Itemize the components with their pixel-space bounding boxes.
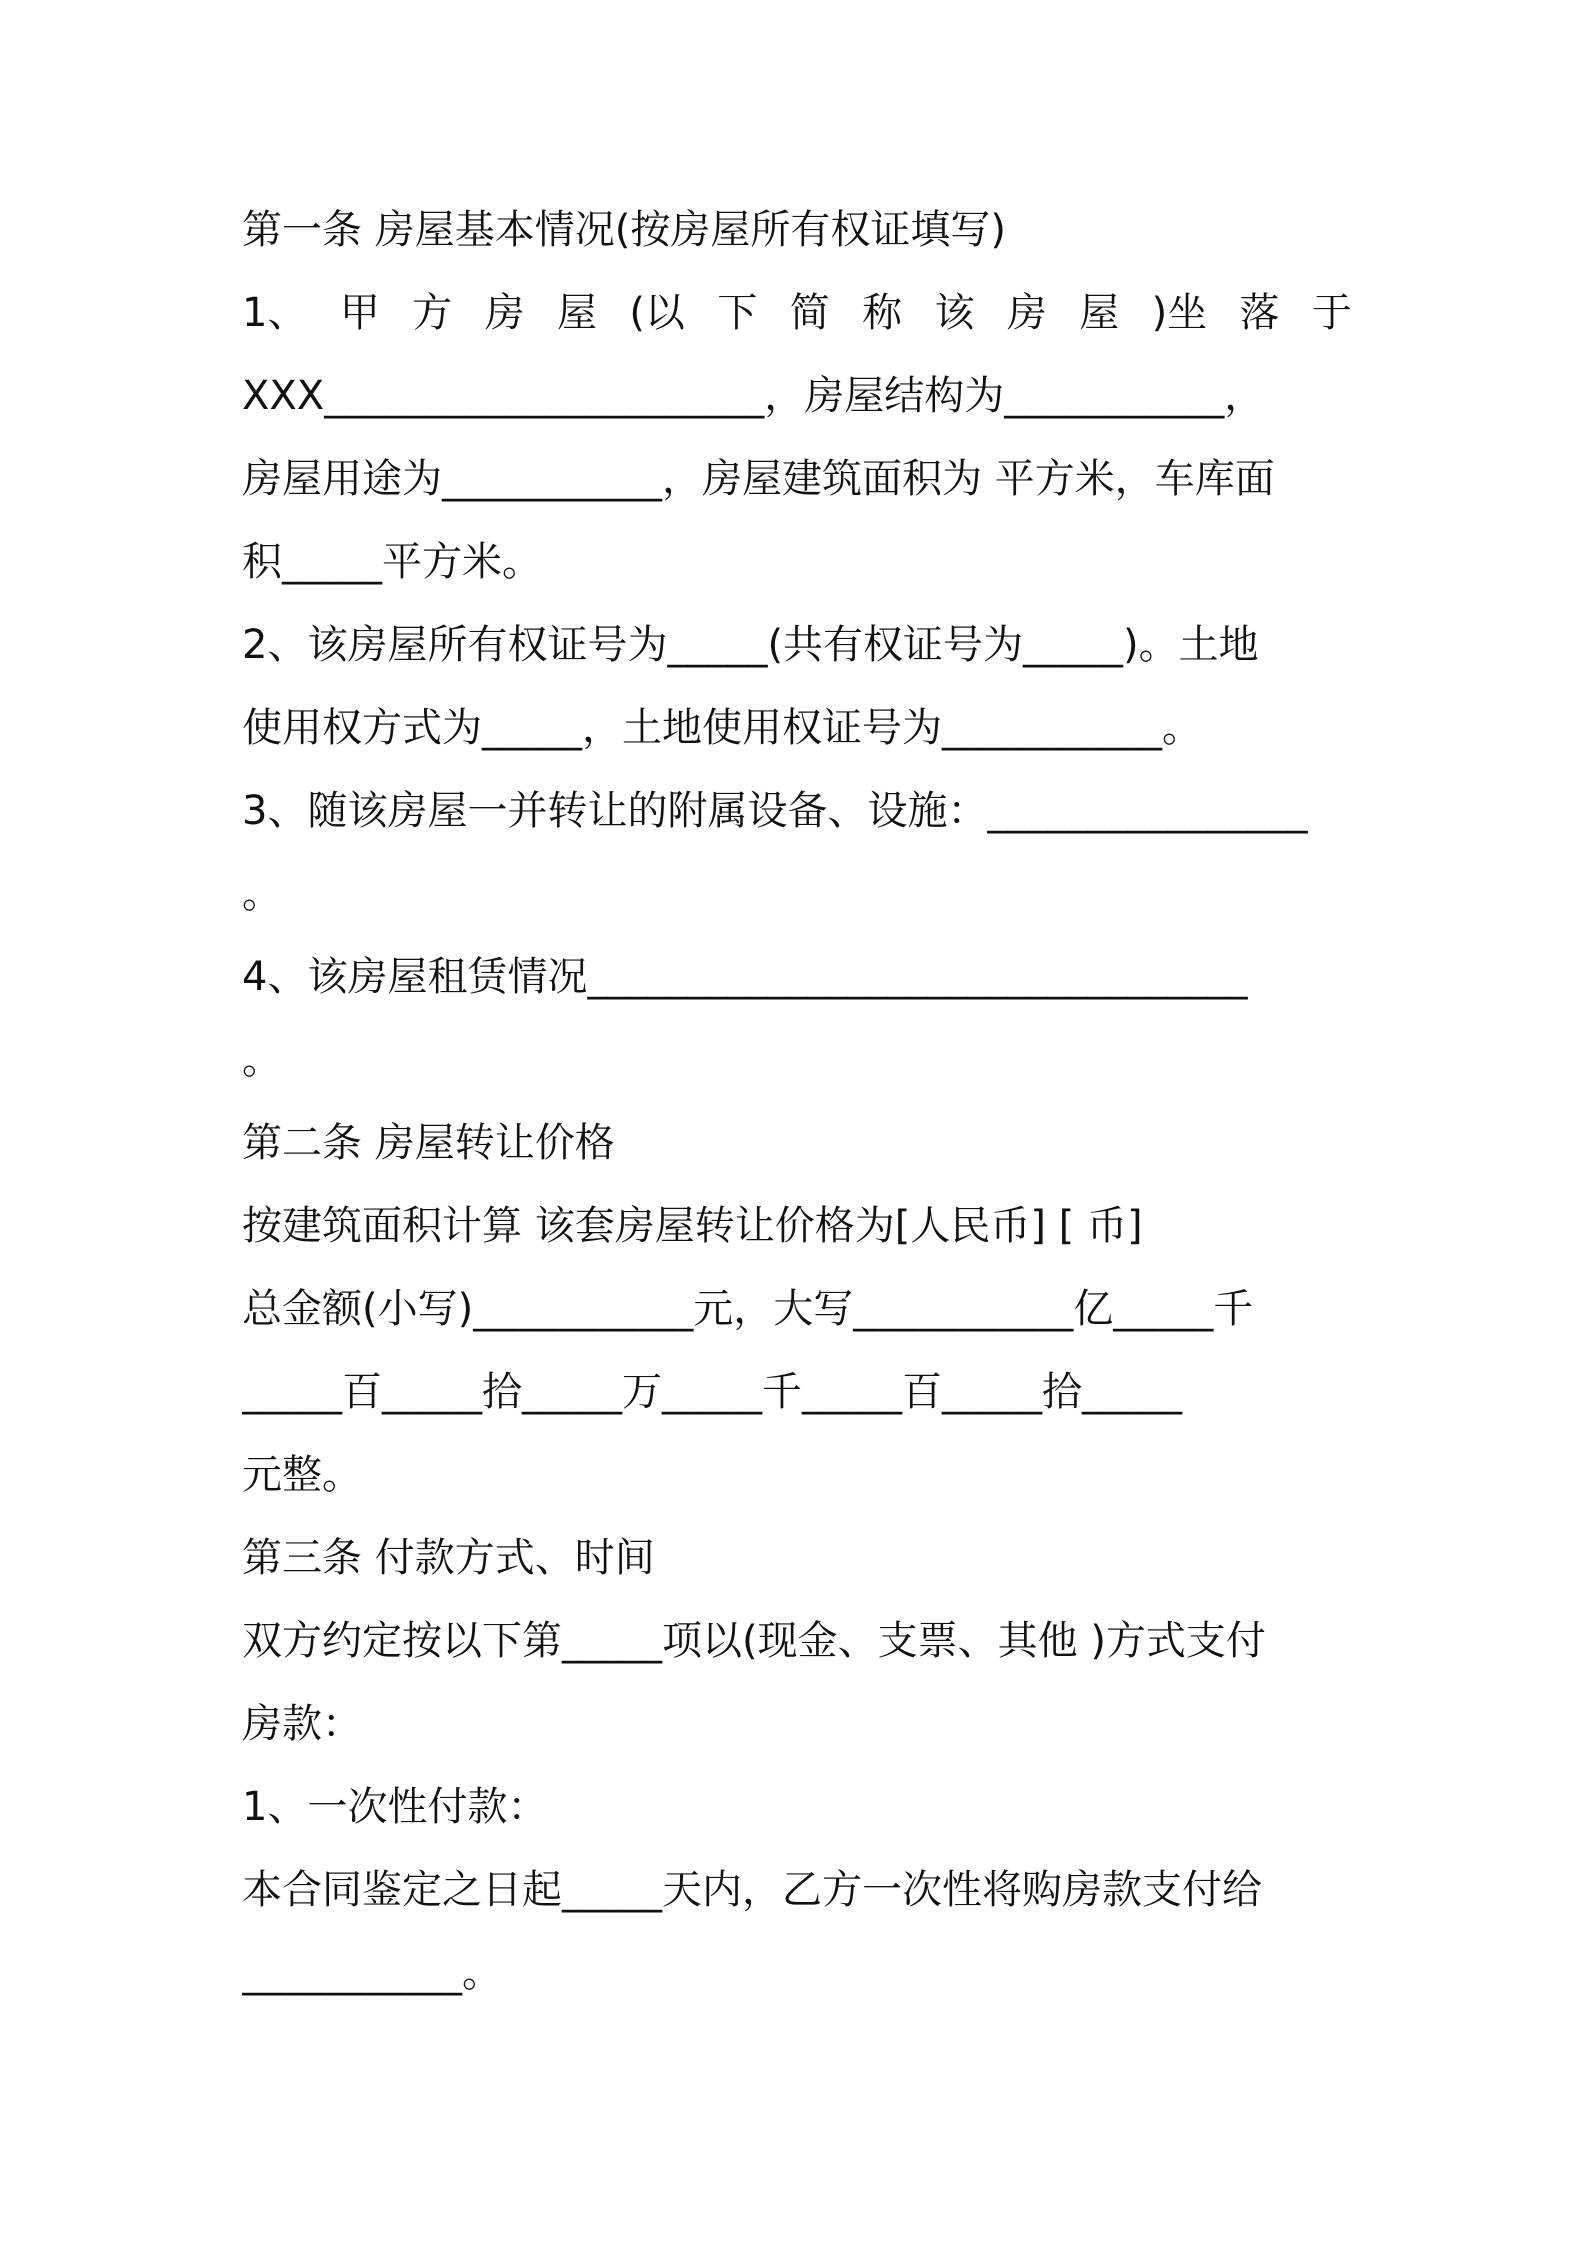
item-1-spaced-line bbox=[242, 283, 1352, 343]
text-line: 1、一次性付款： bbox=[242, 1784, 548, 1830]
text-line: 房屋用途为___________，房屋建筑面积为 平方米，车库面 bbox=[242, 456, 1275, 502]
spaced-char: 房 bbox=[1006, 290, 1047, 336]
text-line: 总金额(小写)___________元，大写___________亿_____千 bbox=[242, 1286, 1254, 1332]
spaced-char: )坐 bbox=[1151, 290, 1208, 336]
article-3-heading: 第三条 付款方式、时间 bbox=[242, 1535, 655, 1581]
article-1-heading: 第一条 房屋基本情况(按房屋所有权证填写) bbox=[242, 207, 1006, 253]
text-line: 元整。 bbox=[242, 1452, 362, 1498]
spaced-char: 下 bbox=[717, 290, 758, 336]
text-line: 积_____平方米。 bbox=[242, 539, 542, 585]
spaced-char: 1、 bbox=[242, 290, 308, 336]
text-line: 使用权方式为_____，土地使用权证号为___________。 bbox=[242, 705, 1202, 751]
spaced-char: 该 bbox=[934, 290, 975, 336]
text-line: 。 bbox=[242, 871, 282, 917]
article-2-heading: 第二条 房屋转让价格 bbox=[242, 1120, 615, 1166]
text-line: ___________。 bbox=[242, 1950, 502, 1996]
text-line: 2、该房屋所有权证号为_____(共有权证号为_____)。土地 bbox=[242, 622, 1259, 668]
text-line: 4、该房屋租赁情况_________________________________ bbox=[242, 954, 1248, 1000]
text-line: XXX______________________，房屋结构为___________， bbox=[242, 373, 1265, 419]
spaced-char: 落 bbox=[1239, 290, 1280, 336]
text-line: 本合同鉴定之日起_____天内，乙方一次性将购房款支付给 bbox=[242, 1867, 1262, 1913]
text-line: 。 bbox=[242, 1037, 282, 1083]
text-line: _____百_____拾_____万_____千_____百_____拾_____ bbox=[242, 1369, 1182, 1415]
spaced-char: 方 bbox=[412, 290, 453, 336]
text-line: 房款： bbox=[242, 1701, 362, 1747]
spaced-char: 甲 bbox=[339, 290, 380, 336]
spaced-char: 称 bbox=[862, 290, 903, 336]
spaced-char: 于 bbox=[1311, 290, 1352, 336]
text-line: 按建筑面积计算 该套房屋转让价格为[人民币] [ 币] bbox=[242, 1203, 1143, 1249]
text-line: 双方约定按以下第_____项以(现金、支票、其他 )方式支付 bbox=[242, 1618, 1266, 1664]
text-line: 3、随该房屋一并转让的附属设备、设施：________________ bbox=[242, 788, 1308, 834]
spaced-char: (以 bbox=[629, 290, 685, 336]
spaced-char: 屋 bbox=[1079, 290, 1120, 336]
spaced-char: 屋 bbox=[556, 290, 597, 336]
spaced-char: 房 bbox=[484, 290, 525, 336]
spaced-char: 简 bbox=[789, 290, 830, 336]
